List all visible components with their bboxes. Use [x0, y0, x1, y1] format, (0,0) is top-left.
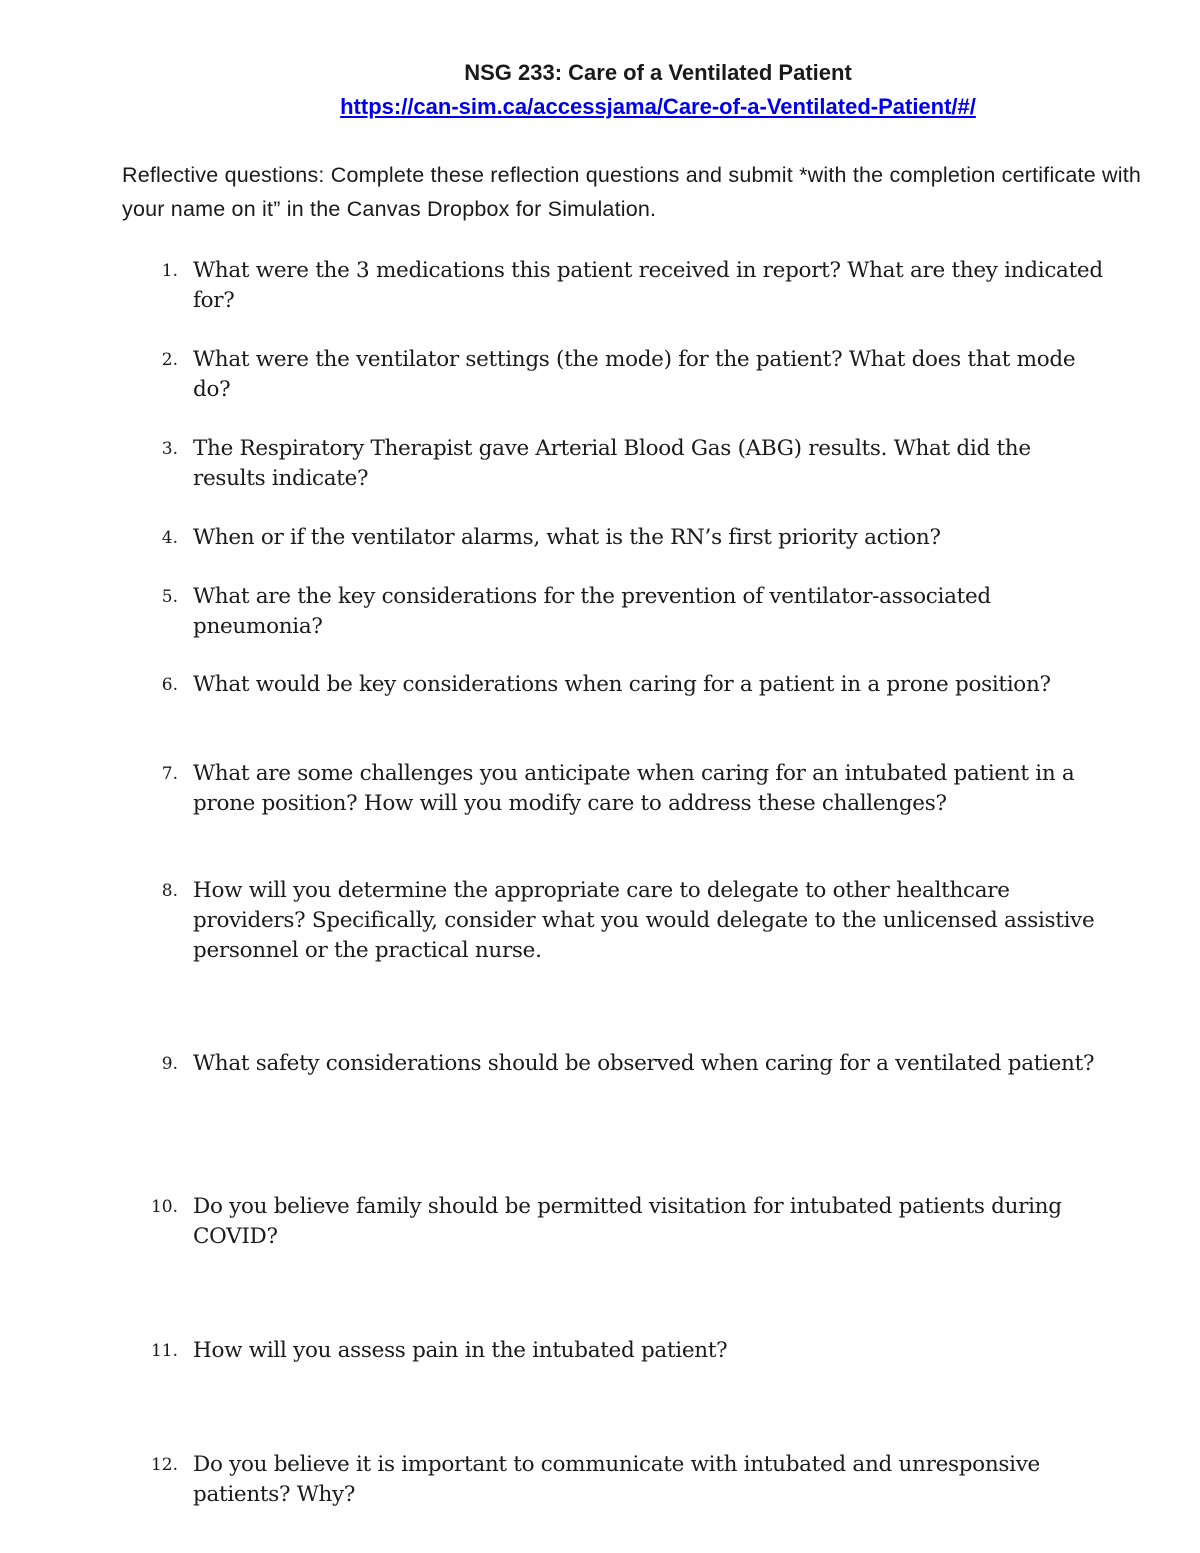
- question-number: 1.: [161, 261, 178, 281]
- question-text: Do you believe it is important to communicate with intubated and unresponsive patients? Why?: [193, 1452, 1040, 1507]
- question-number: 8.: [161, 881, 178, 901]
- question-number: 4.: [161, 528, 178, 548]
- question-text: What are the key considerations for the prevention of ventilator-associated pneumonia?: [193, 584, 991, 639]
- question-number: 9.: [161, 1054, 178, 1074]
- question-text: Do you believe family should be permitted visitation for intubated patients during COVID?: [193, 1194, 1062, 1249]
- question-number: 6.: [161, 675, 178, 695]
- question-number: 3.: [161, 439, 178, 459]
- question-text: What safety considerations should be observed when caring for a ventilated patient?: [193, 1051, 1095, 1076]
- question-number: 12.: [150, 1455, 178, 1475]
- question-text: How will you determine the appropriate care to delegate to other healthcare providers? Specifically, consider what you would delegate to the unlicensed assistive personnel or the practical nurse.: [193, 878, 1095, 963]
- question-text: The Respiratory Therapist gave Arterial Blood Gas (ABG) results. What did the results indicate?: [193, 436, 1031, 491]
- question-number: 10.: [150, 1197, 178, 1217]
- question-text: What are some challenges you anticipate when caring for an intubated patient in a prone position? How will you modify care to address these challenges?: [193, 761, 1075, 816]
- simulation-link[interactable]: https://can-sim.ca/accessjama/Care-of-a-Ventilated-Patient/#/: [340, 94, 976, 119]
- question-number: 2.: [161, 350, 178, 370]
- instructions-paragraph: Reflective questions: Complete these reflection questions and submit *with the completion certificate with your name on it” in the Canvas Dropbox for Simulation.: [122, 163, 1142, 221]
- question-text: How will you assess pain in the intubated patient?: [193, 1338, 728, 1363]
- question-text: What would be key considerations when caring for a patient in a prone position?: [193, 672, 1051, 697]
- question-number: 7.: [161, 764, 178, 784]
- question-text: What were the 3 medications this patient received in report? What are they indicated for?: [193, 258, 1103, 313]
- question-text: What were the ventilator settings (the mode) for the patient? What does that mode do?: [193, 347, 1076, 402]
- question-number: 11.: [150, 1341, 178, 1361]
- question-number: 5.: [161, 587, 178, 607]
- document-title: NSG 233: Care of a Ventilated Patient: [464, 60, 852, 85]
- question-text: When or if the ventilator alarms, what is the RN’s first priority action?: [193, 525, 941, 550]
